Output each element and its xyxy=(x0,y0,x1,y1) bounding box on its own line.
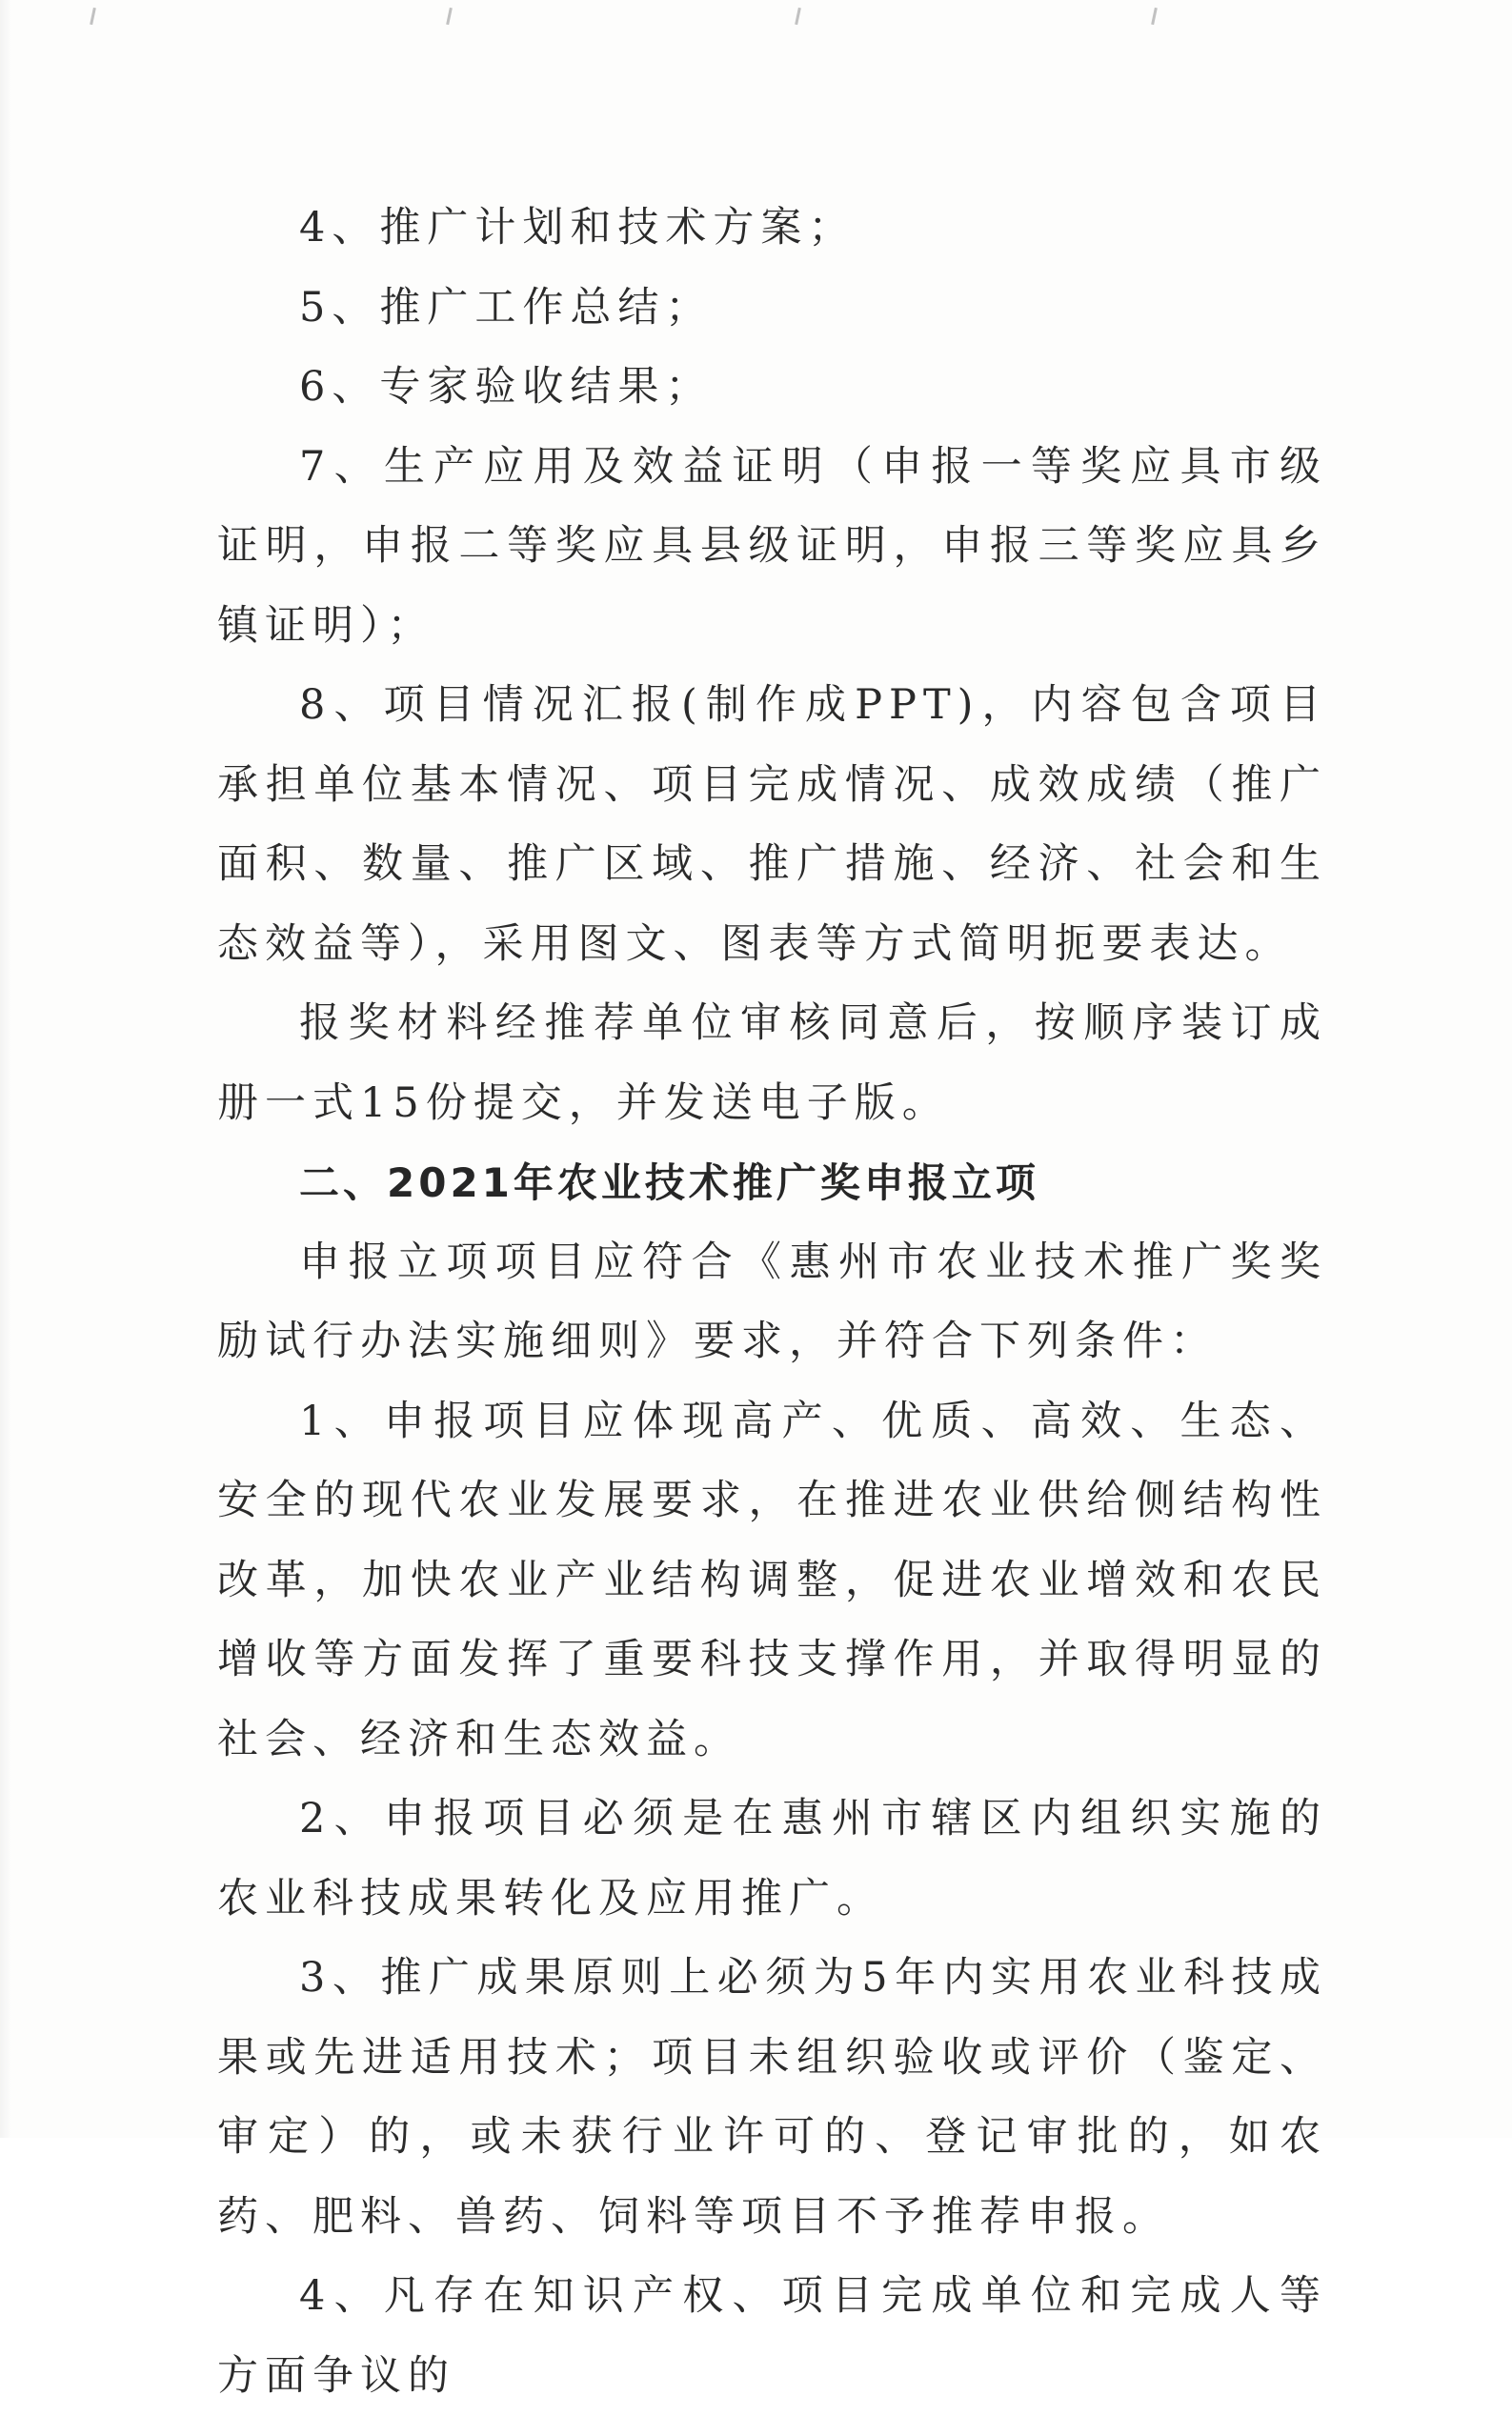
list-item-7: 7、生产应用及效益证明（申报一等奖应具市级证明，申报二等奖应具县级证明，申报三等奖应具乡镇证明）； xyxy=(217,442,1327,650)
document-body xyxy=(217,189,1327,2416)
scan-mark xyxy=(795,8,801,25)
submission-note: 报奖材料经推荐单位审核同意后，按顺序装订成册一式15份提交，并发送电子版。 xyxy=(217,999,1327,1127)
scan-mark xyxy=(446,8,453,25)
condition-item-4: 4、凡存在知识产权、项目完成单位和完成人等方面争议的 xyxy=(217,2272,1327,2400)
condition-item-1: 1、申报项目应体现高产、优质、高效、生态、安全的现代农业发展要求，在推进农业供给侧结构性改革，加快农业产业结构调整，促进农业增效和农民增收等方面发挥了重要科技支撑作用，并取得明显的社会、经济和生态效益。 xyxy=(217,1397,1327,1763)
condition-item-3: 3、推广成果原则上必须为5年内实用农业科技成果或先进适用技术；项目未组织验收或评价（鉴定、审定）的，或未获行业许可的、登记审批的，如农药、肥料、兽药、饲料等项目不予推荐申报。 xyxy=(217,1954,1327,2241)
list-item-8: 8、项目情况汇报(制作成PPT)，内容包含项目承担单位基本情况、项目完成情况、成效成绩（推广面积、数量、推广区域、推广措施、经济、社会和生态效益等），采用图文、图表等方式简明扼要表达。 xyxy=(217,681,1327,968)
condition-item-2: 2、申报项目必须是在惠州市辖区内组织实施的农业科技成果转化及应用推广。 xyxy=(217,1795,1327,1923)
list-item-6: 6、专家验收结果； xyxy=(299,363,714,411)
section-intro: 申报立项项目应符合《惠州市农业技术推广奖奖励试行办法实施细则》要求，并符合下列条件： xyxy=(217,1238,1327,1365)
section-heading: 二、2021年农业技术推广奖申报立项 xyxy=(299,1159,1039,1206)
scan-edge-shadow xyxy=(0,0,11,2138)
scan-mark xyxy=(1151,8,1158,25)
scan-mark xyxy=(90,8,96,25)
list-item-5: 5、推广工作总结； xyxy=(299,283,714,332)
list-item-4: 4、推广计划和技术方案； xyxy=(299,204,857,252)
